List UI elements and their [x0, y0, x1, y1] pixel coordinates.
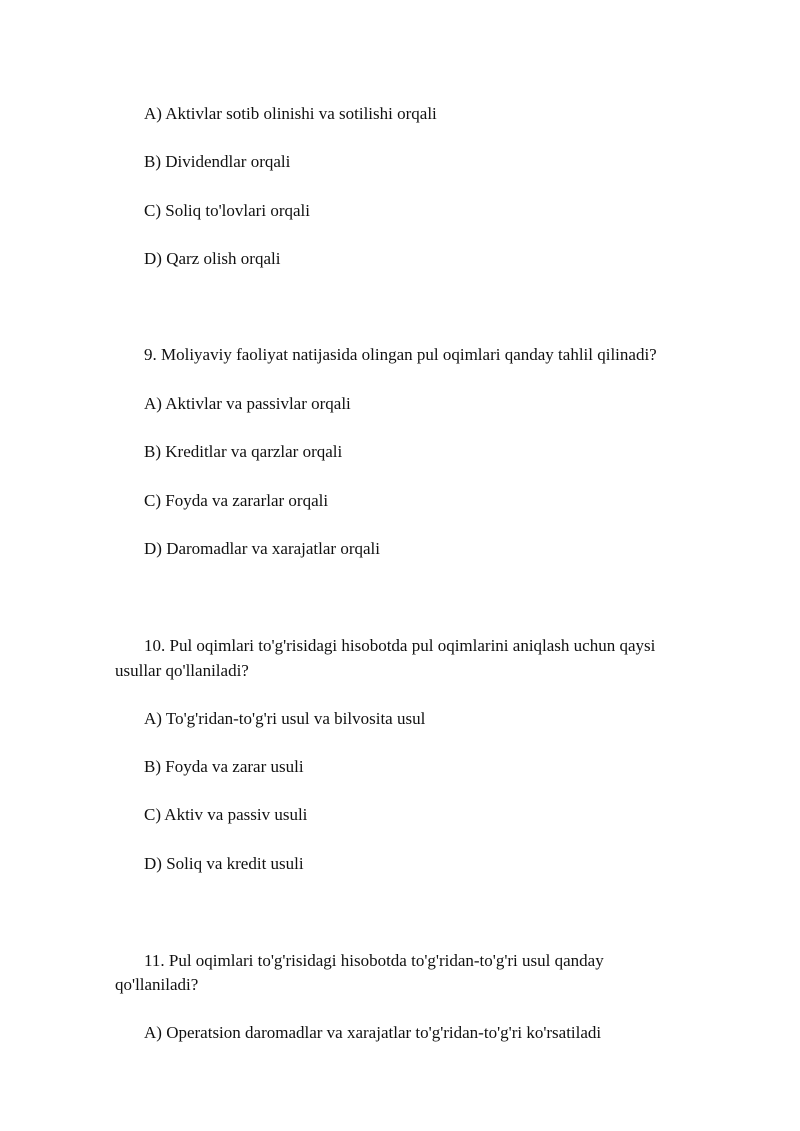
q10-option-b: B) Foyda va zarar usuli: [144, 757, 304, 776]
q11-option-a: A) Operatsion daromadlar va xarajatlar to'g'ridan-to'g'ri ko'rsatiladi: [144, 1023, 602, 1042]
question-11-line-2: qo'llaniladi?: [115, 975, 199, 994]
q10-option-a: A) To'g'ridan-to'g'ri usul va bilvosita usul: [144, 709, 426, 728]
answer-option-a: A) Aktivlar sotib olinishi va sotilishi orqali: [144, 104, 437, 123]
q9-option-a: A) Aktivlar va passivlar orqali: [144, 394, 351, 413]
q10-option-d: D) Soliq va kredit usuli: [144, 854, 304, 873]
q9-option-d: D) Daromadlar va xarajatlar orqali: [144, 539, 380, 558]
question-10-line-1: 10. Pul oqimlari to'g'risidagi hisobotda pul oqimlarini aniqlash uchun qaysi: [144, 636, 656, 655]
question-11-line-1: 11. Pul oqimlari to'g'risidagi hisobotda to'g'ridan-to'g'ri usul qanday: [144, 951, 604, 970]
answer-option-b: B) Dividendlar orqali: [144, 152, 291, 171]
question-10-line-2: usullar qo'llaniladi?: [115, 661, 249, 680]
q9-option-c: C) Foyda va zararlar orqali: [144, 491, 329, 510]
q10-option-c: C) Aktiv va passiv usuli: [144, 805, 308, 824]
question-9: 9. Moliyaviy faoliyat natijasida olingan pul oqimlari qanday tahlil qilinadi?: [144, 345, 657, 364]
answer-option-c: C) Soliq to'lovlari orqali: [144, 201, 310, 220]
answer-option-d: D) Qarz olish orqali: [144, 249, 281, 268]
q9-option-b: B) Kreditlar va qarzlar orqali: [144, 442, 343, 461]
